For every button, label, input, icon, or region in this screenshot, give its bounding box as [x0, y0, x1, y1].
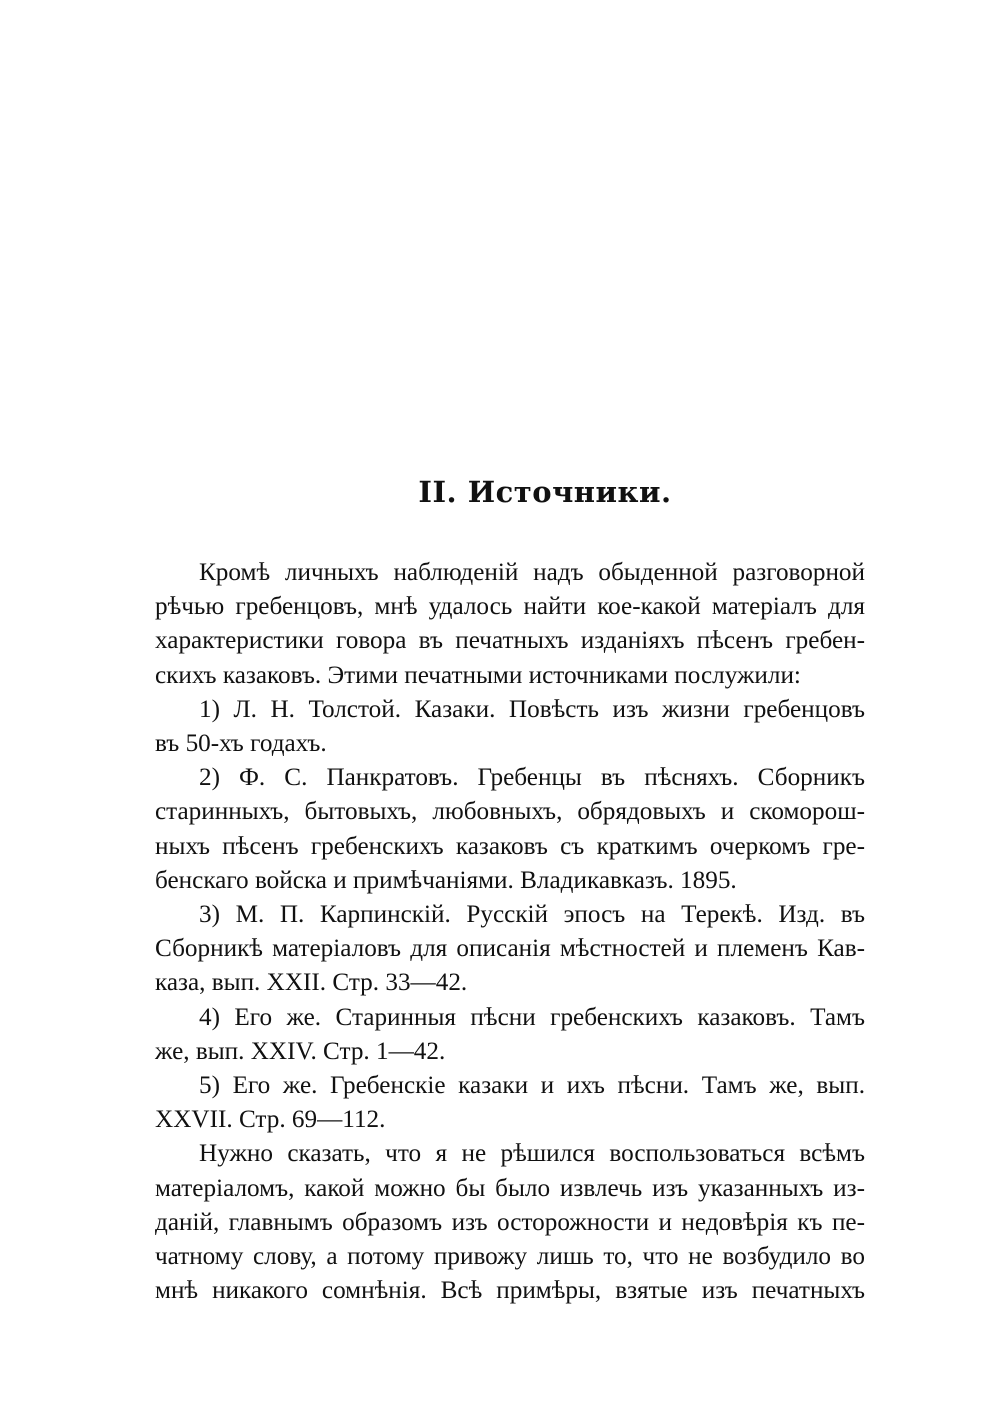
- source-line: старинныхъ, бытовыхъ, любовныхъ, обрядовыхъ и скоморош-: [155, 798, 865, 826]
- source-item-5: [155, 1069, 865, 1137]
- closing-paragraph: [155, 1137, 865, 1308]
- source-line: 1) Л. Н. Толстой. Казаки. Повѣсть изъ жизни гребенцовъ: [199, 695, 865, 723]
- source-item-3: [155, 898, 865, 1001]
- closing-line: даній, главнымъ образомъ изъ осторожности и недовѣрія къ пе-: [155, 1208, 865, 1236]
- source-line: 4) Его же. Старинныя пѣсни гребенскихъ казаковъ. Тамъ: [199, 1003, 865, 1031]
- intro-paragraph: [155, 556, 865, 693]
- source-line: 3) М. П. Карпинскій. Русскій эпосъ на Терекѣ. Изд. въ: [199, 901, 865, 929]
- source-line: XXVII. Стр. 69—112.: [155, 1106, 386, 1134]
- source-item-4: [155, 1001, 865, 1069]
- source-item-1: [155, 693, 865, 761]
- closing-line: чатному слову, а потому привожу лишь то, что не возбудило во: [155, 1243, 865, 1271]
- source-line: въ 50-хъ годахъ.: [155, 730, 327, 758]
- intro-line: Кромѣ личныхъ наблюденій надъ обыденной разговорной: [199, 559, 865, 586]
- closing-line: матеріаломъ, какой можно бы было извлечь изъ указанныхъ из-: [155, 1174, 865, 1202]
- source-line: Сборникѣ матеріаловъ для описанія мѣстностей и племенъ Кав-: [155, 935, 865, 963]
- source-item-2: [155, 761, 865, 898]
- intro-line: рѣчью гребенцовъ, мнѣ удалось найти кое-какой матеріалъ для: [155, 593, 865, 621]
- closing-line: мнѣ никакого сомнѣнія. Всѣ примѣры, взятые изъ печатныхъ: [155, 1277, 865, 1305]
- section-heading: II. Источники.: [418, 475, 672, 509]
- closing-line: Нужно сказать, что я не рѣшился воспользоваться всѣмъ: [199, 1140, 865, 1168]
- source-line: бенскаго войска и примѣчаніями. Владикавказъ. 1895.: [155, 866, 737, 894]
- page-body: [155, 472, 865, 1308]
- source-line: каза, вып. XXII. Стр. 33—42.: [155, 969, 468, 997]
- source-line: 2) Ф. С. Панкратовъ. Гребенцы въ пѣсняхъ. Сборникъ: [199, 764, 865, 792]
- source-line: 5) Его же. Гребенскіе казаки и ихъ пѣсни. Тамъ же, вып.: [199, 1072, 865, 1100]
- source-line: ныхъ пѣсенъ гребенскихъ казаковъ съ краткимъ очеркомъ гре-: [155, 832, 865, 860]
- intro-line: характеристики говора въ печатныхъ изданіяхъ пѣсенъ гребен-: [155, 627, 865, 655]
- intro-line: скихъ казаковъ. Этими печатными источниками послужили:: [155, 661, 801, 689]
- source-line: же, вып. XXIV. Стр. 1—42.: [155, 1037, 446, 1065]
